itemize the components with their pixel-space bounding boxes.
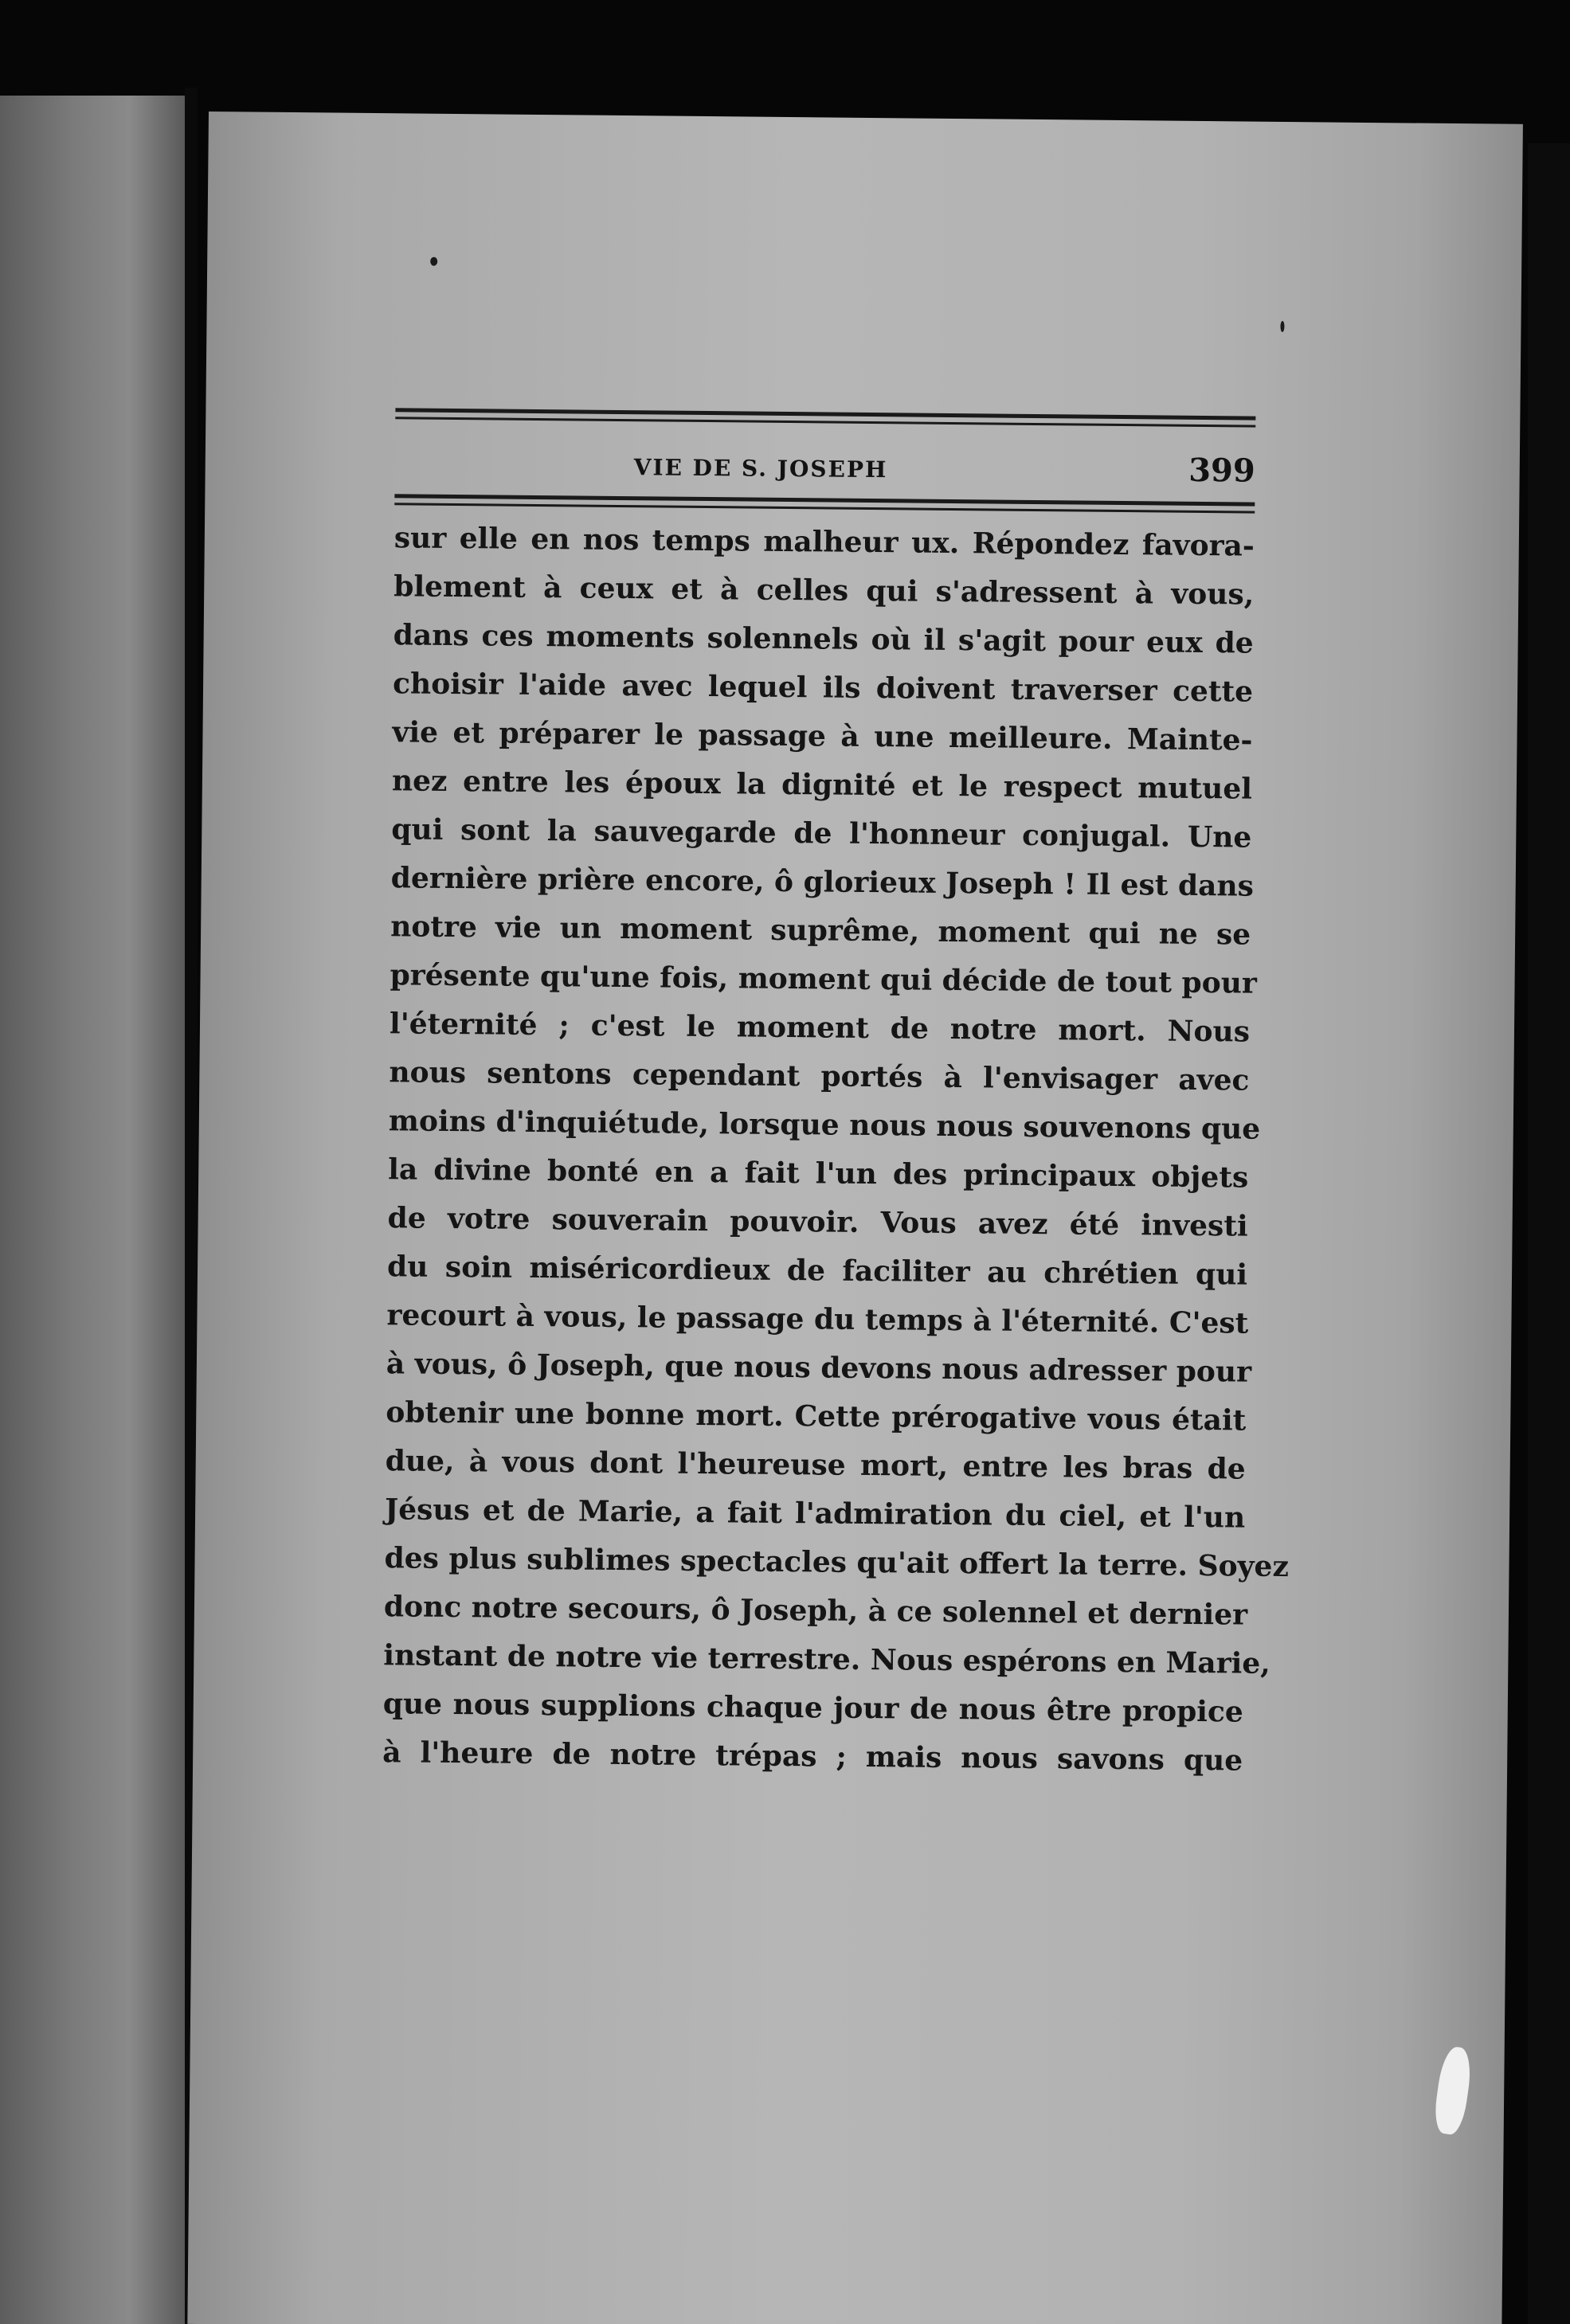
text-line: Jésus et de Marie, a fait l'admiration du ciel, et l'un (384, 1493, 1246, 1535)
text-line: obtenir une bonne mort. Cette prérogative vous était (386, 1395, 1247, 1438)
text-line: qui sont la sauvegarde de l'honneur conjugal. Une (391, 812, 1252, 855)
text-line: blement à ceux et à celles qui s'adressent à vous, (393, 569, 1255, 612)
dust-speck (430, 257, 437, 266)
text-line: moins d'inquiétude, lorsque nous nous souvenons que (388, 1104, 1261, 1146)
text-line: des plus sublimes spectacles qu'ait offert la terre. Soyez (384, 1541, 1290, 1584)
book-page (187, 112, 1523, 2324)
text-line: instant de notre vie terrestre. Nous espérons en Marie, (383, 1638, 1270, 1680)
text-line: la divine bonté en a fait l'un des principaux objets (388, 1152, 1249, 1195)
page-number: 399 (1188, 451, 1255, 490)
text-line: que nous supplions chaque jour de nous être propice (382, 1687, 1243, 1729)
text-line: nous sentons cependant portés à l'envisager avec (389, 1055, 1250, 1097)
text-line: choisir l'aide avec lequel ils doivent traverser cette (392, 667, 1254, 709)
page-header (394, 444, 1255, 499)
text-line: à vous, ô Joseph, que nous devons nous adresser pour (386, 1347, 1252, 1389)
text-line: donc notre secours, ô Joseph, à ce solennel et dernier (383, 1590, 1248, 1632)
text-line: du soin miséricordieux de faciliter au chrétien qui (386, 1250, 1248, 1292)
text-line: présente qu'une fois, moment qui décide de tout pour (390, 958, 1258, 1000)
text-line: notre vie un moment suprême, moment qui ne se (390, 910, 1251, 952)
facing-page-edge (0, 96, 185, 2324)
dust-speck (1280, 321, 1284, 332)
body-text (382, 514, 1290, 1785)
text-line: dernière prière encore, ô glorieux Joseph ! Il est dans (390, 861, 1255, 903)
text-line: nez entre les époux la dignité et le respect mutuel (391, 764, 1253, 806)
text-line: à l'heure de notre trépas ; mais nous savons que (382, 1735, 1243, 1778)
text-line: vie et préparer le passage à une meilleure. Mainte- (392, 715, 1253, 757)
text-line: sur elle en nos temps malheur ux. Répondez favora- (393, 521, 1255, 563)
text-line: dans ces moments solennels où il s'agit pour eux de (393, 618, 1254, 660)
text-line: recourt à vous, le passage du temps à l'éternité. C'est (386, 1298, 1249, 1340)
running-title: VIE DE S. JOSEPH (633, 454, 888, 483)
text-line: l'éternité ; c'est le moment de notre mort. Nous (389, 1007, 1251, 1049)
text-line: de votre souverain pouvoir. Vous avez été investi (387, 1201, 1248, 1243)
scan-border (1528, 143, 1570, 2324)
text-line: due, à vous dont l'heureuse mort, entre les bras de (385, 1444, 1246, 1486)
